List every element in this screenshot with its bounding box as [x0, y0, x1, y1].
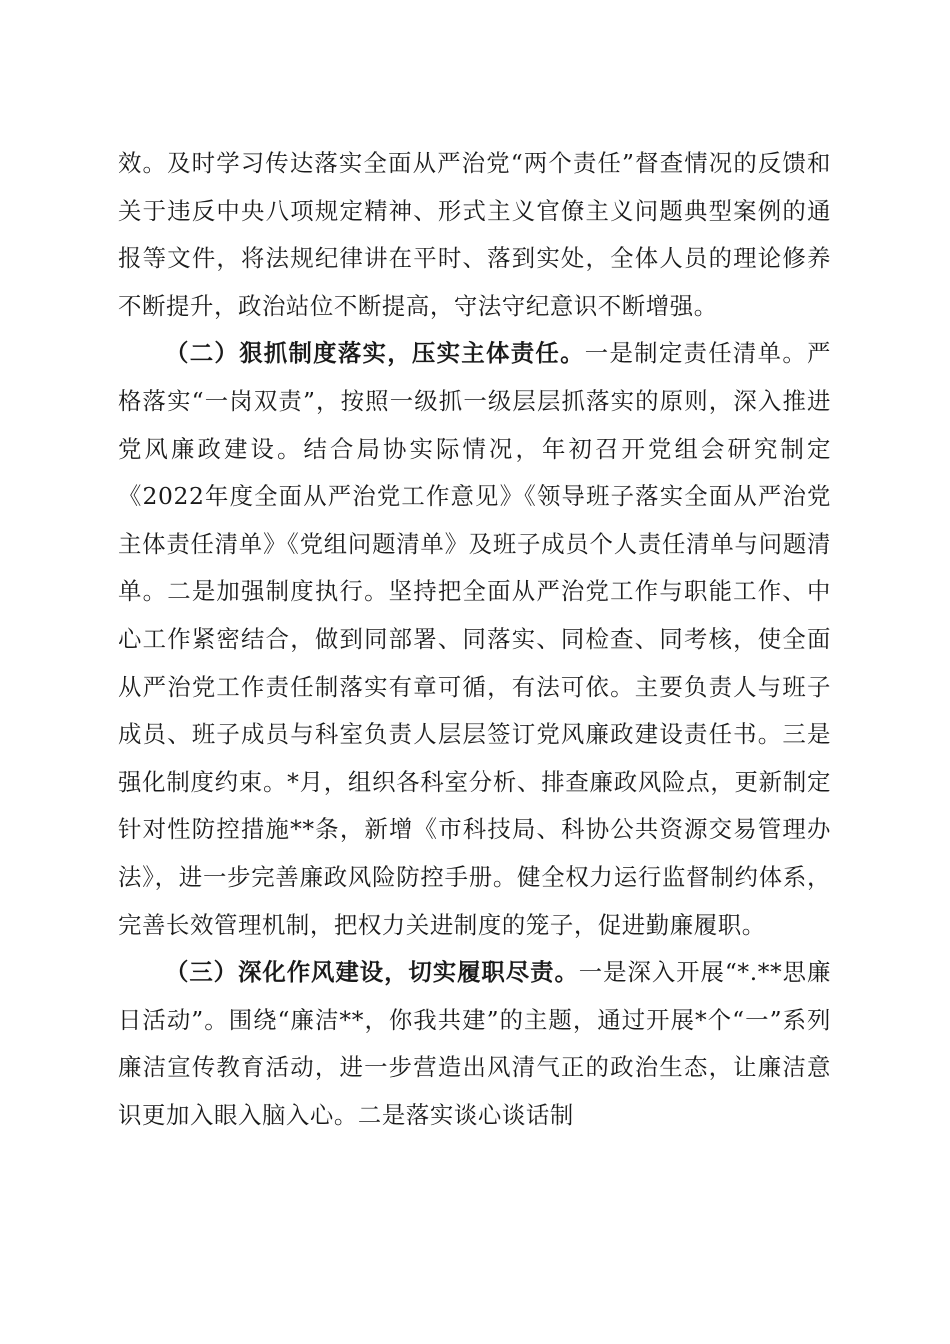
- section-heading: （二）狠抓制度落实，压实主体责任。: [165, 339, 585, 368]
- section-heading: （三）深化作风建设，切实履职尽责。: [165, 958, 579, 987]
- document-body: [118, 140, 831, 1139]
- paragraph-text: 一是深入开展“*.**思廉日活动”。围绕“廉洁**，你我共建”的主题，通过开展*个“一”系列廉洁宣传教育活动，进一步营造出风清气正的政治生态，让廉洁意识更加入眼入脑入心。二是落实谈心谈话制: [118, 958, 832, 1129]
- paragraph-text: 效。及时学习传达落实全面从严治党“两个责任”督查情况的反馈和关于违反中央八项规定精神、形式主义官僚主义问题典型案例的通报等文件，将法规纪律讲在平时、落到实处，全体人员的理论修养不断提升，政治站位不断提高，守法守纪意识不断增强。: [118, 149, 831, 320]
- paragraph-text: 一是制定责任清单。严格落实“一岗双责”，按照一级抓一级层层抓落实的原则，深入推进党风廉政建设。结合局协实际情况，年初召开党组会研究制定《2022年度全面从严治党工作意见》《领导班子落实全面从严治党主体责任清单》《党组问题清单》及班子成员个人责任清单与问题清单。二是加强制度执行。坚持把全面从严治党工作与职能工作、中心工作紧密结合，做到同部署、同落实、同检查、同考核，使全面从严治党工作责任制落实有章可循，有法可依。主要负责人与班子成员、班子成员与科室负责人层层签订党风廉政建设责任书。三是强化制度约束。*月，组织各科室分析、排查廉政风险点，更新制定针对性防控措施**条，新增《市科技局、科协公共资源交易管理办法》，进一步完善廉政风险防控手册。健全权力运行监督制约体系，完善长效管理机制，把权力关进制度的笼子，促进勤廉履职。: [118, 339, 832, 939]
- paragraph-continuation: [118, 140, 831, 330]
- paragraph-section-3: [118, 949, 831, 1139]
- paragraph-section-2: [118, 330, 831, 949]
